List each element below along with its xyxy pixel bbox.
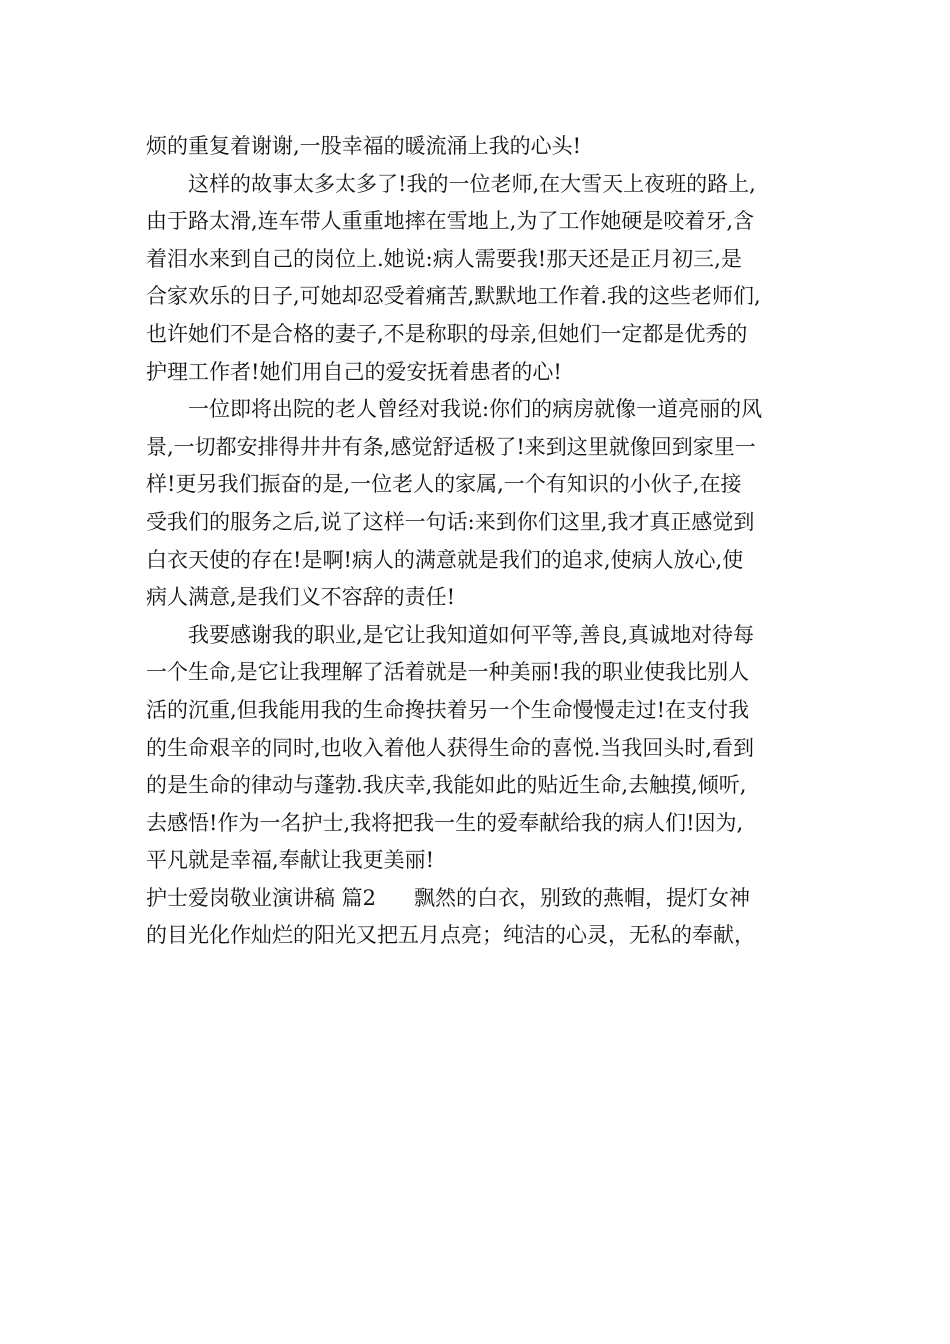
paragraph-line: 着泪水来到自己的岗位上.她说:病人需要我!那天还是正月初三,是	[146, 246, 742, 271]
section-heading-line	[146, 880, 816, 918]
paragraph-line: 由于路太滑,连车带人重重地摔在雪地上,为了工作她硬是咬着牙,含	[146, 209, 755, 234]
paragraph-line: 病人满意,是我们义不容辞的责任!	[146, 585, 456, 610]
paragraph-line: 活的沉重,但我能用我的生命搀扶着另一个生命慢慢走过!在支付我	[146, 697, 750, 722]
paragraph-line: 受我们的服务之后,说了这样一句话:来到你们这里,我才真正感觉到	[146, 509, 755, 534]
paragraph-line: 烦的重复着谢谢,一股幸福的暖流涌上我的心头!	[146, 134, 582, 158]
paragraph-line: 一位即将出院的老人曾经对我说:你们的病房就像一道亮丽的风	[188, 397, 763, 422]
paragraph-line: 景,一切都安排得井井有条,感觉舒适极了!来到这里就像回到家里一	[146, 434, 756, 459]
section-first-line: 飘然的白衣，别致的燕帽，提灯女神	[414, 885, 751, 910]
paragraph-line: 平凡就是幸福,奉献让我更美丽!	[146, 848, 435, 873]
paragraph-line: 这样的故事太多太多了!我的一位老师,在大雪天上夜班的路上,	[188, 171, 756, 196]
paragraph-line: 的是生命的律动与蓬勃.我庆幸,我能如此的贴近生命,去触摸,倾听,	[146, 773, 747, 798]
paragraph-line: 合家欢乐的日子,可她却忍受着痛苦,默默地工作着.我的这些老师们,	[146, 284, 761, 309]
paragraph-line: 一个生命,是它让我理解了活着就是一种美丽!我的职业使我比别人	[146, 660, 750, 685]
paragraph-line: 也许她们不是合格的妻子,不是称职的母亲,但她们一定都是优秀的	[146, 321, 748, 346]
paragraph-line: 样!更另我们振奋的是,一位老人的家属,一个有知识的小伙子,在接	[146, 472, 742, 497]
paragraph-line: 的目光化作灿烂的阳光又把五月点亮；纯洁的心灵，无私的奉献，	[146, 923, 755, 948]
paragraph-line: 白衣天使的存在!是啊!病人的满意就是我们的追求,使病人放心,使	[146, 547, 744, 572]
section-heading: 护士爱岗敬业演讲稿 篇2	[146, 885, 377, 910]
paragraph-line: 的生命艰辛的同时,也收入着他人获得生命的喜悦.当我回头时,看到	[146, 735, 755, 760]
document-body	[146, 128, 816, 955]
paragraph-line: 我要感谢我的职业,是它让我知道如何平等,善良,真诚地对待每	[188, 622, 755, 647]
paragraph-line: 护理工作者!她们用自己的爱安抚着患者的心!	[146, 359, 562, 384]
paragraph-line: 去感悟!作为一名护士,我将把我一生的爱奉献给我的病人们!因为,	[146, 810, 744, 835]
